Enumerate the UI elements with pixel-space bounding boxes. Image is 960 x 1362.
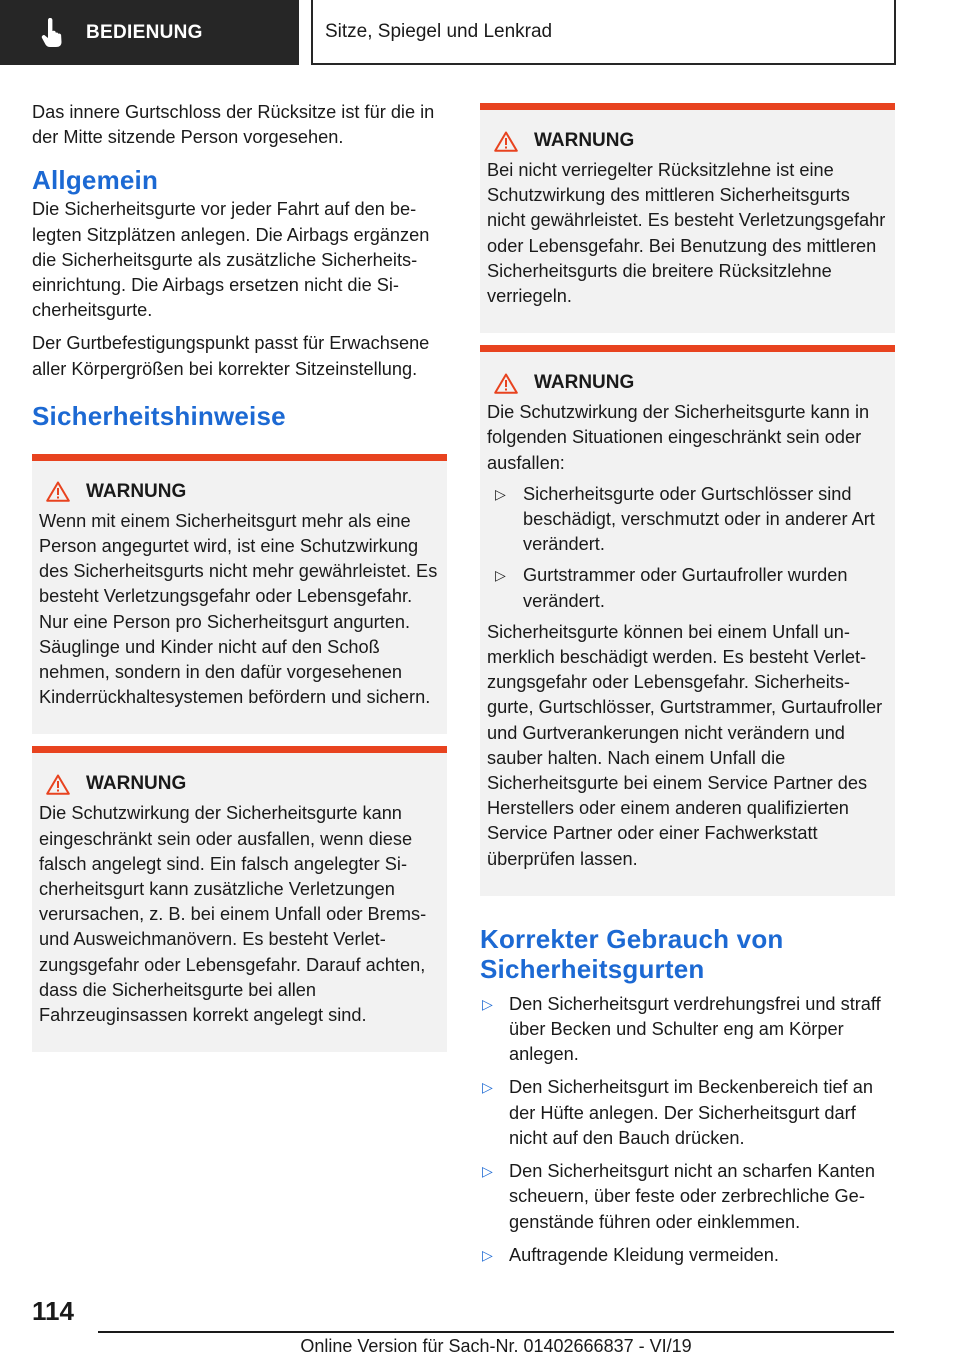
warning-triangle-icon [46,481,70,502]
list-item: ▷ Den Sicherheitsgurt nicht an scharfen Kanten scheuern, über feste oder zerbrechliche Gegenstände führen oder einklemmen. [482,1161,875,1232]
warning-intro: Die Schutzwirkung der Sicherheitsgurte kann in folgenden Situationen eingeschränkt sein oder ausfallen: [487,402,870,473]
warning-box-3 [480,103,895,333]
intro-paragraph: Das innere Gurtschloss der Rücksitze ist für die in der Mitte sitzende Person vorgesehen. [32,102,435,148]
chapter-title: Sitze, Spiegel und Lenkrad [325,20,553,42]
hand-pointer-icon [40,18,64,48]
list-item: ▷ Gurtstrammer oder Gurtaufroller wurden verändert. [495,565,848,611]
warning-box-4 [480,345,895,896]
warning-text: Bei nicht verriegelter Rücksitzlehne ist eine Schutzwirkung des mittleren Sicherheitsgurts nicht gewährleistet. Es besteht Verletzungsgefahr oder Lebensgefahr. Bei Benutzung des mittleren Sicherheitsgurts die breitere Rücksitzlehne verriegeln. [487,160,886,307]
footer-divider [98,1331,894,1333]
allgemein-paragraph-2: Der Gurtbefestigungspunkt passt für Erwachsene aller Körpergrößen bei korrekter Sitzeinstellung. [32,333,430,379]
heading-korrekter-gebrauch: Korrekter Gebrauch von Sicherheitsgurten [480,923,784,984]
warning-triangle-icon [494,131,518,152]
warning-title: WARNUNG [487,128,887,154]
warning-triangle-icon [494,373,518,394]
triangle-bullet-icon: ▷ [482,1246,493,1263]
allgemein-paragraph-1: Die Sicherheitsgurte vor jeder Fahrt auf den belegten Sitzplätzen anlegen. Die Airbags ergänzen die Sicherheitsgurte als zusätzliche Sicherheitseinrichtung. Die Airbags ersetzen nicht die Sicherheitsgurte. [32,199,430,321]
triangle-bullet-icon: ▷ [495,485,506,502]
warning-title: WARNUNG [39,771,439,797]
triangle-bullet-icon: ▷ [482,1163,493,1180]
warning-outro: Sicherheitsgurte können bei einem Unfall unmerklich beschädigt werden. Es besteht Verletzungsgefahr oder Lebensgefahr. Sicherheitsgurte, Gurtschlösser, Gurtstrammer, Gurtaufroller und Gurtverankerungen nicht verändern und sauber halten. Nach einem Unfall die Sicherheitsgurte bei einem Service Partner des Herstellers oder einem anderen qualifizierten Service Partner oder einer Fachwerkstatt überprüfen lassen. [487,621,883,869]
warning-list [487,482,887,614]
heading-sicherheitshinweise: Sicherheitshinweise [32,400,286,431]
warning-triangle-icon [46,774,70,795]
list-item: ▷ Auftragende Kleidung vermeiden. [480,1243,895,1268]
gebrauch-list [480,992,895,1268]
warning-text: Wenn mit einem Sicherheitsgurt mehr als eine Person angegurtet wird, ist eine Schutzwirkung des Sicherheitsgurts nicht mehr gewährleistet. Es besteht Verletzungsgefahr oder Lebensgefahr. Nur eine Person pro Sicherheitsgurt angurten. Säuglinge und Kinder nicht auf den Schoß nehmen, sondern in den dafür vorgesehenen Kinderrückhaltesystemen befördern und sichern. [39,510,438,708]
triangle-bullet-icon: ▷ [482,995,493,1012]
left-column [32,100,447,1052]
triangle-bullet-icon: ▷ [495,567,506,584]
warning-title: WARNUNG [487,370,887,396]
footer-version: Online Version für Sach-Nr. 01402666837 - VI/19 [300,1336,692,1356]
page-number: 114 [32,1296,74,1326]
chapter-tab [311,0,896,65]
warning-text: Die Schutzwirkung der Sicherheitsgurte kann eingeschränkt sein oder ausfallen, wenn diese falsch angelegt sind. Ein falsch angelegter Sicherheitsgurt kann zusätzliche Verletzungen verursachen, z. B. bei einem Unfall oder Brems- und Ausweichmanövern. Es besteht Verletzungsgefahr oder Lebensgefahr. Darauf achten, dass die Sicherheitsgurte bei allen Fahrzeuginsassen korrekt angelegt sind. [39,803,427,1026]
warning-box-2 [32,746,447,1052]
right-column [480,103,895,1268]
section-tab [0,0,299,65]
section-title: BEDIENUNG [86,21,203,43]
warning-title: WARNUNG [39,479,439,505]
heading-allgemein: Allgemein [32,165,159,196]
list-item: ▷ Sicherheitsgurte oder Gurtschlösser sind beschädigt, verschmutzt oder in anderer Art verändert. [495,483,875,555]
triangle-bullet-icon: ▷ [482,1079,493,1096]
list-item: ▷ Den Sicherheitsgurt im Beckenbereich tief an der Hüfte anlegen. Der Sicherheitsgurt darf nicht auf den Bauch drücken. [482,1077,873,1148]
list-item: ▷ Den Sicherheitsgurt verdrehungsfrei und straff über Becken und Schulter eng am Körper anlegen. [482,993,881,1065]
warning-box-1 [32,454,447,735]
